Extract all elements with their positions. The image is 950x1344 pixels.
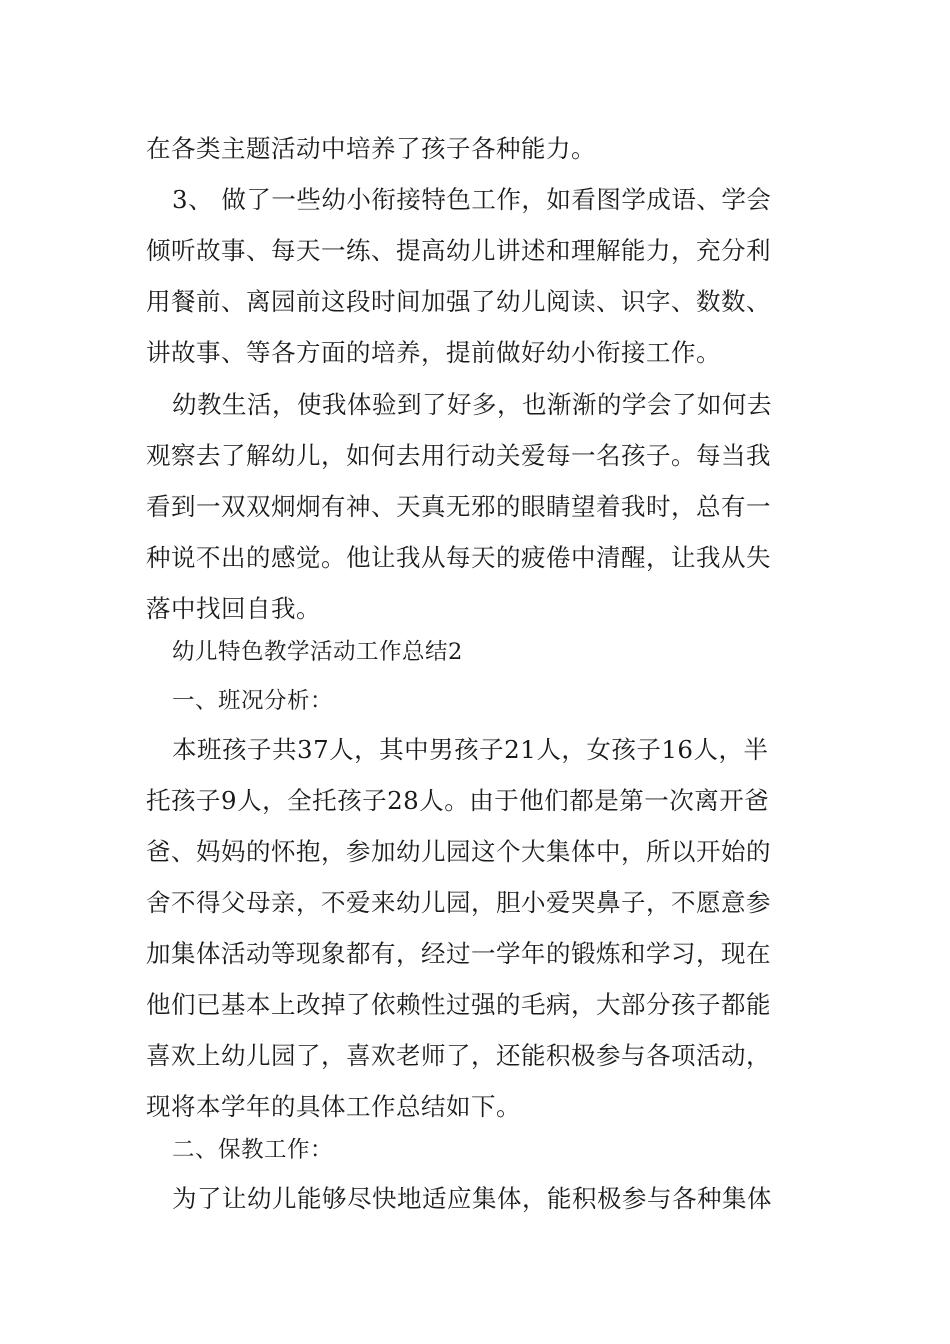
text-line: 用餐前、离园前这段时间加强了幼儿阅读、识字、数数、	[146, 287, 771, 316]
text-line: 看到一双双炯炯有神、天真无邪的眼睛望着我时，总有一	[146, 492, 771, 521]
section-heading: 一、班况分析：	[172, 688, 334, 714]
text-line: 托孩子9人，全托孩子28人。由于他们都是第一次离开爸	[146, 786, 770, 815]
text-line: 在各类主题活动中培养了孩子各种能力。	[146, 134, 596, 163]
section-heading: 二、保教工作：	[172, 1137, 334, 1163]
text-line: 本班孩子共37人，其中男孩子21人，女孩子16人，半	[172, 735, 769, 764]
text-line: 现将本学年的具体工作总结如下。	[146, 1092, 521, 1121]
text-line: 喜欢上幼儿园了，喜欢老师了，还能积极参与各项活动，	[146, 1041, 771, 1070]
text-line: 为了让幼儿能够尽快地适应集体，能积极参与各种集体	[172, 1184, 772, 1213]
section-heading: 幼儿特色教学活动工作总结2	[172, 639, 463, 665]
text-line: 倾听故事、每天一练、提高幼儿讲述和理解能力，充分利	[146, 236, 771, 265]
text-line: 落中找回自我。	[146, 594, 321, 623]
text-line: 3、 做了一些幼小衔接特色工作，如看图学成语、学会	[172, 185, 772, 214]
text-line: 幼教生活，使我体验到了好多，也渐渐的学会了如何去	[172, 390, 772, 419]
text-line: 爸、妈妈的怀抱，参加幼儿园这个大集体中，所以开始的	[146, 837, 771, 866]
text-line: 种说不出的感觉。他让我从每天的疲倦中清醒，让我从失	[146, 543, 771, 572]
text-line: 讲故事、等各方面的培养，提前做好幼小衔接工作。	[146, 338, 721, 367]
text-line: 观察去了解幼儿，如何去用行动关爱每一名孩子。每当我	[146, 441, 771, 470]
text-line: 舍不得父母亲，不爱来幼儿园，胆小爱哭鼻子，不愿意参	[146, 888, 771, 917]
text-line: 加集体活动等现象都有，经过一学年的锻炼和学习，现在	[146, 939, 771, 968]
text-line: 他们已基本上改掉了依赖性过强的毛病，大部分孩子都能	[146, 990, 771, 1019]
